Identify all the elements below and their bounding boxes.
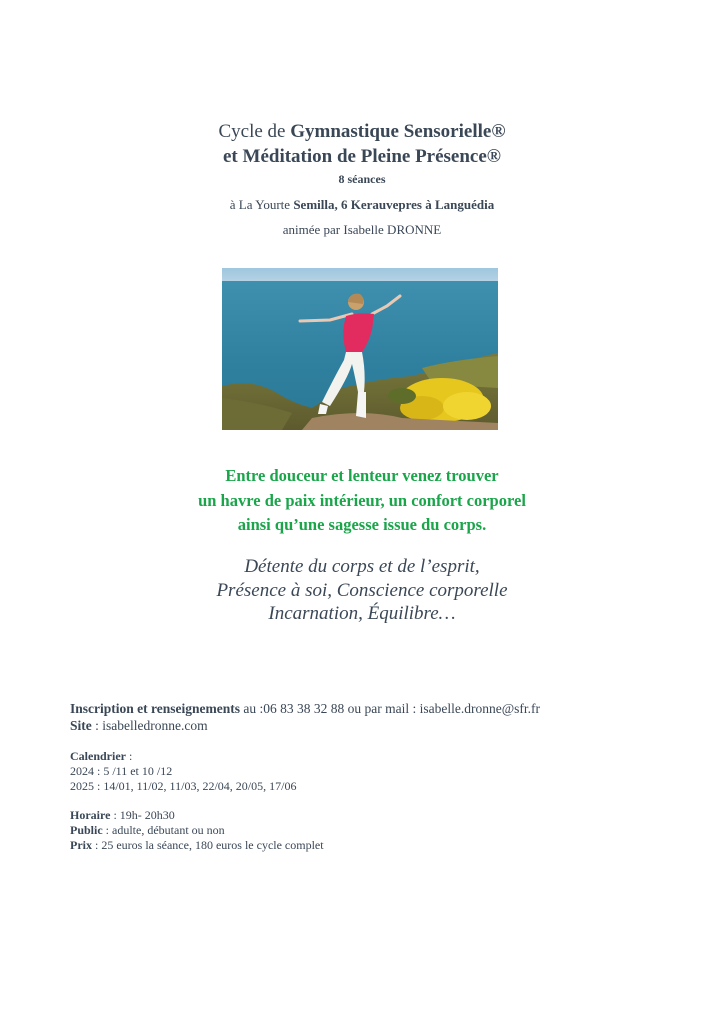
location <box>0 196 724 213</box>
public-label: Public <box>70 823 103 838</box>
public-line <box>70 823 670 838</box>
inscription-line <box>70 700 670 717</box>
title-cycle-name: Gymnastique Sensorielle® <box>290 121 506 142</box>
info-block <box>70 700 670 853</box>
calendar-label-suffix: : <box>126 749 133 763</box>
site-label: Site <box>70 718 92 733</box>
title-line-2: et Méditation de Pleine Présence® <box>223 146 501 167</box>
public-text: : adulte, débutant ou non <box>102 823 225 838</box>
tagline-line-3: ainsi qu’une sagesse issue du corps. <box>237 515 487 534</box>
title-prefix: Cycle de <box>218 121 291 142</box>
tagline <box>0 464 724 538</box>
tagline-line-1: Entre douceur et lenteur venez trouver <box>225 466 499 485</box>
animator: animée par Isabelle DRONNE <box>282 222 442 237</box>
location-prefix: à La Yourte <box>229 197 294 212</box>
sessions-count: 8 séances <box>338 172 386 186</box>
location-address: Semilla, 6 Kerauvepres à Languédia <box>293 197 495 212</box>
calendar-heading <box>70 749 670 764</box>
themes-line-1: Détente du corps et de l’esprit, <box>244 556 480 577</box>
horaire-text: : 19h- 20h30 <box>110 808 175 823</box>
themes <box>0 555 724 626</box>
prix-text: : 25 euros la séance, 180 euros le cycle complet <box>92 837 324 852</box>
calendar-2024: 2024 : 5 /11 et 10 /12 <box>70 763 173 778</box>
tagline-line-2: un havre de paix intérieur, un confort corporel <box>198 490 526 510</box>
inscription-label: Inscription et renseignements <box>70 701 240 716</box>
horaire-line <box>70 808 670 823</box>
site-line <box>70 717 670 734</box>
themes-line-2: Présence à soi, Conscience corporelle <box>216 579 508 601</box>
prix-line <box>70 838 670 853</box>
spacer <box>70 734 670 749</box>
cliff-photo <box>222 268 498 430</box>
prix-label: Prix <box>70 837 92 852</box>
site-text: : isabelledronne.com <box>91 718 208 733</box>
title-line-1 <box>0 120 724 144</box>
inscription-text: au :06 83 38 32 88 ou par mail : isabelle.dronne@sfr.fr <box>240 701 540 716</box>
spacer <box>70 793 670 808</box>
horaire-label: Horaire <box>70 808 111 823</box>
themes-line-3: Incarnation, Équilibre… <box>268 603 456 624</box>
calendar-2025: 2025 : 14/01, 11/02, 11/03, 22/04, 20/05, 17/06 <box>70 778 297 793</box>
calendar-label: Calendrier <box>70 749 126 763</box>
